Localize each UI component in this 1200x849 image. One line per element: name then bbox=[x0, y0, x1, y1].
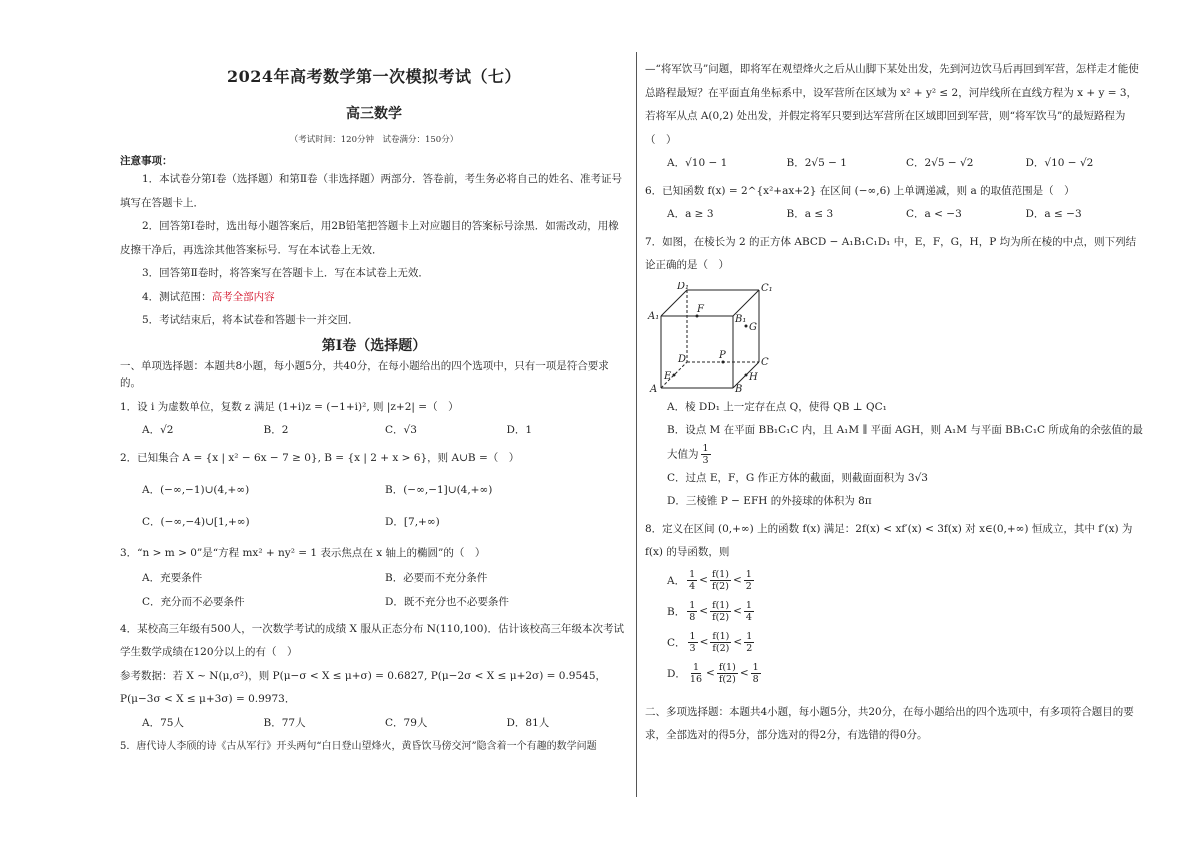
q1-options bbox=[120, 419, 628, 443]
q7-option-d[interactable]: D．三棱锥 P − EFH 的外接球的体积为 8π bbox=[667, 495, 872, 507]
edge-a1-d1 bbox=[661, 290, 687, 316]
q2-option-b[interactable]: B．(−∞,−1]∪(4,+∞) bbox=[385, 484, 493, 496]
q3-option-c[interactable]: C．充分而不必要条件 bbox=[142, 595, 245, 608]
q2-option-a[interactable]: A．(−∞,−1)∪(4,+∞) bbox=[142, 484, 250, 496]
q8-lower-bound-num: 1 bbox=[689, 599, 696, 611]
q1-stem: 1．设 i 为虚数单位，复数 z 满足 (1+i)z = (−1+i)², 则 |z+2| =（ ） bbox=[120, 400, 459, 413]
q6-option-d[interactable]: D．a ≤ −3 bbox=[1025, 208, 1082, 220]
q7-frac-den: 3 bbox=[702, 454, 709, 466]
q6-option-c[interactable]: C．a < −3 bbox=[906, 208, 962, 220]
q8-option-label: D． bbox=[667, 667, 686, 680]
q5-stem-continued: —“将军饮马”问题，即将军在观望烽火之后从山脚下某处出发，先到河边饮马后再回到军营，怎样走才能使总路程最短？在平面直角坐标系中，设军营所在区域为 x² + y² ≤ 2，河岸线所在直线方程为 x + y = 3，若将军从点 A(0,2) 处出发，并假定将军只要到达军营所在区域即回到军营，则“将军饮马”的最短路程为（ ） bbox=[645, 63, 1139, 146]
q6-option-a[interactable]: A．a ≥ 3 bbox=[667, 208, 714, 220]
q7-stem: 7．如图，在棱长为 2 的正方体 ABCD − A₁B₁C₁D₁ 中，E，F，G，H，P 均为所在棱的中点，则下列结论正确的是（ ） bbox=[645, 235, 1137, 271]
notice-item-5: 5．考试结束后，将本试卷和答题卡一并交回． bbox=[142, 314, 359, 326]
q8-lower-bound bbox=[687, 600, 697, 623]
q2-options-row-1 bbox=[120, 478, 628, 502]
q8-ratio-den: f(2) bbox=[711, 580, 729, 592]
exam-subtitle: 高三数学 bbox=[346, 106, 402, 122]
q8-stem: 8．定义在区间 (0,+∞) 上的函数 f(x) 满足：2f(x) < xf′(x) < 3f(x) 对 x∈(0,+∞) 恒成立，其中 f′(x) 为 f(x) 的导函数，则 bbox=[645, 522, 1133, 558]
q8-upper-bound bbox=[744, 569, 754, 592]
column-divider bbox=[636, 52, 637, 797]
q8-ratio-den: f(2) bbox=[712, 611, 730, 623]
q8-lower-bound-den: 8 bbox=[689, 611, 696, 623]
q2-option-c[interactable]: C．(−∞,−4)∪[1,+∞) bbox=[142, 516, 250, 528]
less-than-sign: < bbox=[706, 667, 715, 679]
q5-stem-start: 5．唐代诗人李颀的诗《古从军行》开头两句“白日登山望烽火，黄昏饮马傍交河”隐含着一个有趣的数学问题 bbox=[120, 741, 597, 752]
q3-option-b[interactable]: B．必要而不充分条件 bbox=[385, 571, 488, 584]
q4-reference-2: P(μ−3σ < X ≤ μ+3σ) = 0.9973． bbox=[120, 693, 296, 705]
q2-option-d[interactable]: D．[7,+∞) bbox=[385, 516, 440, 528]
left-column bbox=[120, 58, 628, 759]
label-b1: B₁ bbox=[735, 313, 747, 325]
q8-ratio-num: f(1) bbox=[718, 661, 736, 673]
notice-item-4 bbox=[120, 286, 628, 310]
test-scope-value: 高考全部内容 bbox=[211, 290, 275, 303]
q4-option-d[interactable]: D．81人 bbox=[506, 716, 550, 729]
q4-options bbox=[120, 712, 628, 736]
label-c1: C₁ bbox=[761, 282, 773, 294]
q8-upper-bound bbox=[751, 662, 761, 685]
q8-ratio bbox=[710, 569, 731, 592]
point-h bbox=[745, 373, 748, 376]
q3-option-a[interactable]: A．充要条件 bbox=[142, 571, 203, 584]
less-than-sign: < bbox=[739, 667, 749, 679]
q8-ratio-num: f(1) bbox=[712, 599, 730, 611]
exam-title: 2024年高考数学第一次模拟考试（七） bbox=[226, 67, 522, 86]
q4-reference-1: 参考数据：若 X ~ N(μ,σ²)，则 P(μ−σ < X ≤ μ+σ) = 0.6827, P(μ−2σ < X ≤ μ+2σ) = 0.9545， bbox=[120, 669, 607, 682]
q8-upper-bound bbox=[744, 631, 754, 654]
q4-stem: 4．某校高三年级有500人，一次数学考试的成绩 X 服从正态分布 N(110,100)．估计该校高三年级本次考试学生数学成绩在120分以上的有（ ） bbox=[120, 622, 625, 658]
q8-ratio bbox=[710, 631, 731, 654]
notice-item-4-label: 4．测试范围： bbox=[142, 290, 212, 303]
q8-upper-bound-den: 4 bbox=[745, 611, 752, 623]
point-e bbox=[673, 373, 676, 376]
label-f: F bbox=[697, 303, 704, 315]
less-than-sign: < bbox=[732, 574, 742, 586]
q3-options-row-1 bbox=[120, 566, 628, 590]
label-d: D bbox=[678, 353, 687, 365]
q5-option-b[interactable]: B．2√5 − 1 bbox=[786, 157, 847, 169]
q6-stem: 6．已知函数 f(x) = 2^{x²+ax+2} 在区间 (−∞,6) 上单调递减，则 a 的取值范围是（ ） bbox=[645, 184, 1075, 197]
q7-option-b-fraction bbox=[701, 443, 711, 466]
q8-lower-bound bbox=[687, 569, 697, 592]
q8-lower-bound-den: 16 bbox=[689, 673, 703, 685]
q1-option-d[interactable]: D．1 bbox=[506, 424, 533, 436]
label-h: H bbox=[749, 371, 758, 383]
q8-upper-bound-num: 1 bbox=[745, 568, 752, 580]
label-a1: A₁ bbox=[648, 310, 660, 322]
q5-option-c[interactable]: C．2√5 − √2 bbox=[906, 157, 974, 169]
q4-option-b[interactable]: B．77人 bbox=[263, 716, 306, 729]
q8-upper-bound-num: 1 bbox=[746, 630, 753, 642]
q8-option-a[interactable] bbox=[645, 565, 1145, 596]
q8-ratio bbox=[710, 600, 731, 623]
less-than-sign: < bbox=[699, 574, 708, 586]
q7-option-b[interactable] bbox=[645, 419, 1145, 467]
label-c: C bbox=[761, 356, 769, 368]
less-than-sign: < bbox=[699, 605, 709, 617]
q8-lower-bound-den: 3 bbox=[689, 642, 696, 654]
label-e: E bbox=[664, 370, 672, 382]
cube-figure bbox=[647, 282, 777, 394]
q8-lower-bound-den: 4 bbox=[689, 580, 696, 592]
q7-option-b-text: B．设点 M 在平面 BB₁C₁C 内，且 A₁M ∥ 平面 AGH，则 A₁M 与平面 BB₁C₁C 所成角的余弦值的最大值为 bbox=[667, 424, 1143, 460]
q3-option-d[interactable]: D．既不充分也不必要条件 bbox=[385, 595, 509, 608]
notice-item-2: 2．回答第Ⅰ卷时，选出每小题答案后，用2B铅笔把答题卡上对应题目的答案标号涂黑．如需改动，用橡皮擦干净后，再选涂其他答案标号．写在本试卷上无效． bbox=[120, 220, 619, 256]
notice-heading: 注意事项： bbox=[120, 155, 173, 167]
notice-item-3: 3．回答第Ⅱ卷时，将答案写在答题卡上．写在本试卷上无效． bbox=[142, 267, 429, 279]
label-p: P bbox=[719, 349, 726, 361]
q6-options bbox=[645, 203, 1145, 227]
q5-options bbox=[645, 152, 1145, 176]
q8-lower-bound bbox=[688, 631, 698, 654]
q8-option-label: A． bbox=[667, 574, 686, 587]
q8-ratio-num: f(1) bbox=[712, 630, 730, 642]
q7-option-a[interactable]: A．棱 DD₁ 上一定存在点 Q，使得 QB ⊥ QC₁ bbox=[667, 400, 887, 413]
q8-option-d[interactable] bbox=[645, 658, 1145, 689]
q8-upper-bound-num: 1 bbox=[745, 599, 752, 611]
q2-stem: 2．已知集合 A = {x | x² − 6x − 7 ≥ 0}, B = {x | 2 + x > 6}，则 A∪B =（ ） bbox=[120, 451, 520, 464]
q4-option-a[interactable]: A．75人 bbox=[142, 716, 184, 729]
notice-item-1: 1．本试卷分第Ⅰ卷（选择题）和第Ⅱ卷（非选择题）两部分．答卷前，考生务必将自己的姓名、准考证号填写在答题卡上． bbox=[120, 173, 622, 209]
less-than-sign: < bbox=[733, 636, 743, 648]
q5-option-a[interactable]: A．√10 − 1 bbox=[667, 157, 728, 169]
q8-upper-bound bbox=[744, 600, 754, 623]
q8-lower-bound-num: 1 bbox=[689, 568, 696, 580]
section-1-intro: 一、单项选择题：本题共8小题，每小题5分，共40分，在每小题给出的四个选项中，只有一项是符合要求的。 bbox=[120, 359, 609, 389]
q8-ratio-den: f(2) bbox=[718, 673, 736, 685]
q1-option-c[interactable]: C．√3 bbox=[385, 424, 417, 436]
label-g: G bbox=[749, 321, 757, 333]
less-than-sign: < bbox=[699, 636, 709, 648]
section-1-title: 第Ⅰ卷（选择题） bbox=[321, 337, 427, 354]
edge-b1-c1 bbox=[733, 290, 759, 316]
q4-option-c[interactable]: C．79人 bbox=[385, 716, 428, 729]
q7-option-c[interactable]: C．过点 E，F，G 作正方体的截面，则截面面积为 3√3 bbox=[667, 471, 928, 484]
q6-option-b[interactable]: B．a ≤ 3 bbox=[786, 208, 834, 220]
q8-upper-bound-num: 1 bbox=[752, 661, 759, 673]
q8-upper-bound-den: 2 bbox=[746, 642, 753, 654]
q2-options-row-2 bbox=[120, 510, 628, 534]
q8-lower-bound-num: 1 bbox=[689, 630, 696, 642]
section-2-intro: 二、多项选择题：本题共4小题，每小题5分，共20分，在每小题给出的四个选项中，有多项符合题目的要求，全部选对的得5分，部分选对的得2分，有选错的得0分。 bbox=[645, 705, 1134, 741]
q1-option-b[interactable]: B．2 bbox=[263, 424, 289, 436]
label-d1: D₁ bbox=[677, 281, 690, 292]
q3-stem: 3．“n > m > 0”是“方程 mx² + ny² = 1 表示焦点在 x 轴上的椭圆”的（ ） bbox=[120, 547, 486, 559]
q8-ratio-num: f(1) bbox=[711, 568, 729, 580]
q5-option-d[interactable]: D．√10 − √2 bbox=[1025, 157, 1094, 169]
q8-ratio bbox=[717, 662, 738, 685]
q7-frac-num: 1 bbox=[702, 442, 709, 454]
right-column bbox=[645, 58, 1145, 748]
q1-option-a[interactable]: A．√2 bbox=[142, 424, 174, 436]
q8-option-label: B． bbox=[667, 605, 686, 618]
q8-lower-bound bbox=[688, 662, 704, 685]
less-than-sign: < bbox=[733, 605, 742, 617]
q8-upper-bound-den: 2 bbox=[745, 580, 752, 592]
q8-option-b[interactable] bbox=[645, 596, 1145, 627]
label-a: A bbox=[650, 383, 658, 394]
q8-option-c[interactable] bbox=[645, 627, 1145, 658]
q8-options bbox=[645, 565, 1145, 689]
exam-meta: （考试时间：120分钟 试卷满分：150分） bbox=[289, 135, 459, 145]
label-b: B bbox=[735, 383, 743, 394]
q8-upper-bound-den: 8 bbox=[752, 673, 759, 685]
q8-option-label: C． bbox=[667, 636, 686, 649]
q8-ratio-den: f(2) bbox=[712, 642, 730, 654]
q3-options-row-2 bbox=[120, 590, 628, 614]
q8-lower-bound-num: 1 bbox=[692, 661, 699, 673]
